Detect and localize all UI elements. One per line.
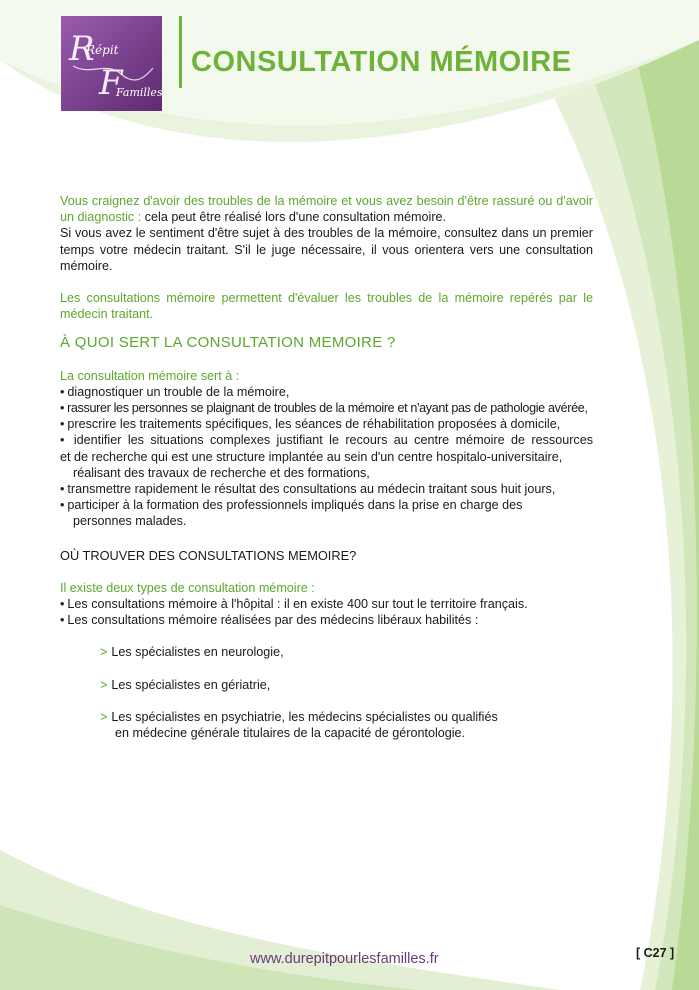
svg-text:F: F (99, 63, 123, 103)
list-item: • prescrire les traitements spécifiques, les séances de réhabilitation proposées à domicile, (60, 416, 593, 432)
list-item-continuation: réalisant des travaux de recherche et des formations, (73, 465, 370, 480)
page-number: [ C27 ] (636, 946, 675, 960)
main-content (60, 193, 618, 741)
list-item: • rassurer les personnes se plaignant de troubles de la mémoire et n'ayant pas de pathologie avérée, (60, 400, 593, 416)
sub-list-item: > Les spécialistes en gériatrie, (100, 677, 271, 692)
chevron-right-icon: > (100, 709, 108, 724)
section-lead: Il existe deux types de consultation mémoire : (60, 580, 315, 595)
section-heading-role: À QUOI SERT LA CONSULTATION MEMOIRE ? (60, 334, 396, 352)
svg-text:Répit: Répit (86, 43, 119, 57)
intro-paragraph-2: Si vous avez le sentiment d'être sujet à des troubles de la mémoire, consultez dans un premier temps votre médecin traitant. S'il le juge nécessaire, il vous orientera vers une consultation mémoire. (60, 226, 593, 273)
intro-paragraph-1: Vous craignez d'avoir des troubles de la mémoire et vous avez besoin d'être rassuré ou d'avoir un diagnostic : cela peut être réalisé lors d'une consultation mémoire. (60, 194, 593, 225)
repit-familles-logo (61, 16, 162, 111)
chevron-right-icon: > (100, 677, 108, 692)
list-item: • identifier les situations complexes justifiant le recours au centre mémoire de ressources et de recherche qui est une structure implantée au sein d'un centre hospitalo-universitaire, (60, 432, 593, 464)
section-heading-where: OÙ TROUVER DES CONSULTATIONS MEMOIRE? (60, 547, 357, 563)
section-lead: La consultation mémoire sert à : (60, 368, 240, 383)
sub-list-item: > Les spécialistes en psychiatrie, les médecins spécialistes ou qualifiés (100, 709, 498, 724)
svg-text:Familles: Familles (116, 86, 162, 99)
svg-text:R: R (69, 29, 95, 69)
chevron-right-icon: > (100, 645, 108, 660)
intro-paragraph-3: Les consultations mémoire permettent d'évaluer les troubles de la mémoire repérés par le médecin traitant. (60, 291, 593, 322)
list-item: • Les consultations mémoire réalisées par des médecins libéraux habilités : (60, 612, 593, 628)
sub-list-item: > Les spécialistes en neurologie, (100, 645, 284, 660)
page-title: CONSULTATION MÉMOIRE (191, 46, 572, 78)
list-item: • diagnostiquer un trouble de la mémoire, (60, 384, 593, 400)
list-item-continuation: personnes malades. (73, 514, 187, 529)
footer-website-link[interactable]: www.durepitpourlesfamilles.fr (250, 951, 439, 967)
list-item: • participer à la formation des professionnels impliqués dans la prise en charge des (60, 497, 593, 513)
title-divider (179, 16, 182, 88)
sub-list-item-continuation: en médecine générale titulaires de la capacité de gérontologie. (115, 726, 466, 741)
list-item: • transmettre rapidement le résultat des consultations au médecin traitant sous huit jours, (60, 481, 593, 497)
list-item: • Les consultations mémoire à l'hôpital : il en existe 400 sur tout le territoire français. (60, 596, 593, 612)
